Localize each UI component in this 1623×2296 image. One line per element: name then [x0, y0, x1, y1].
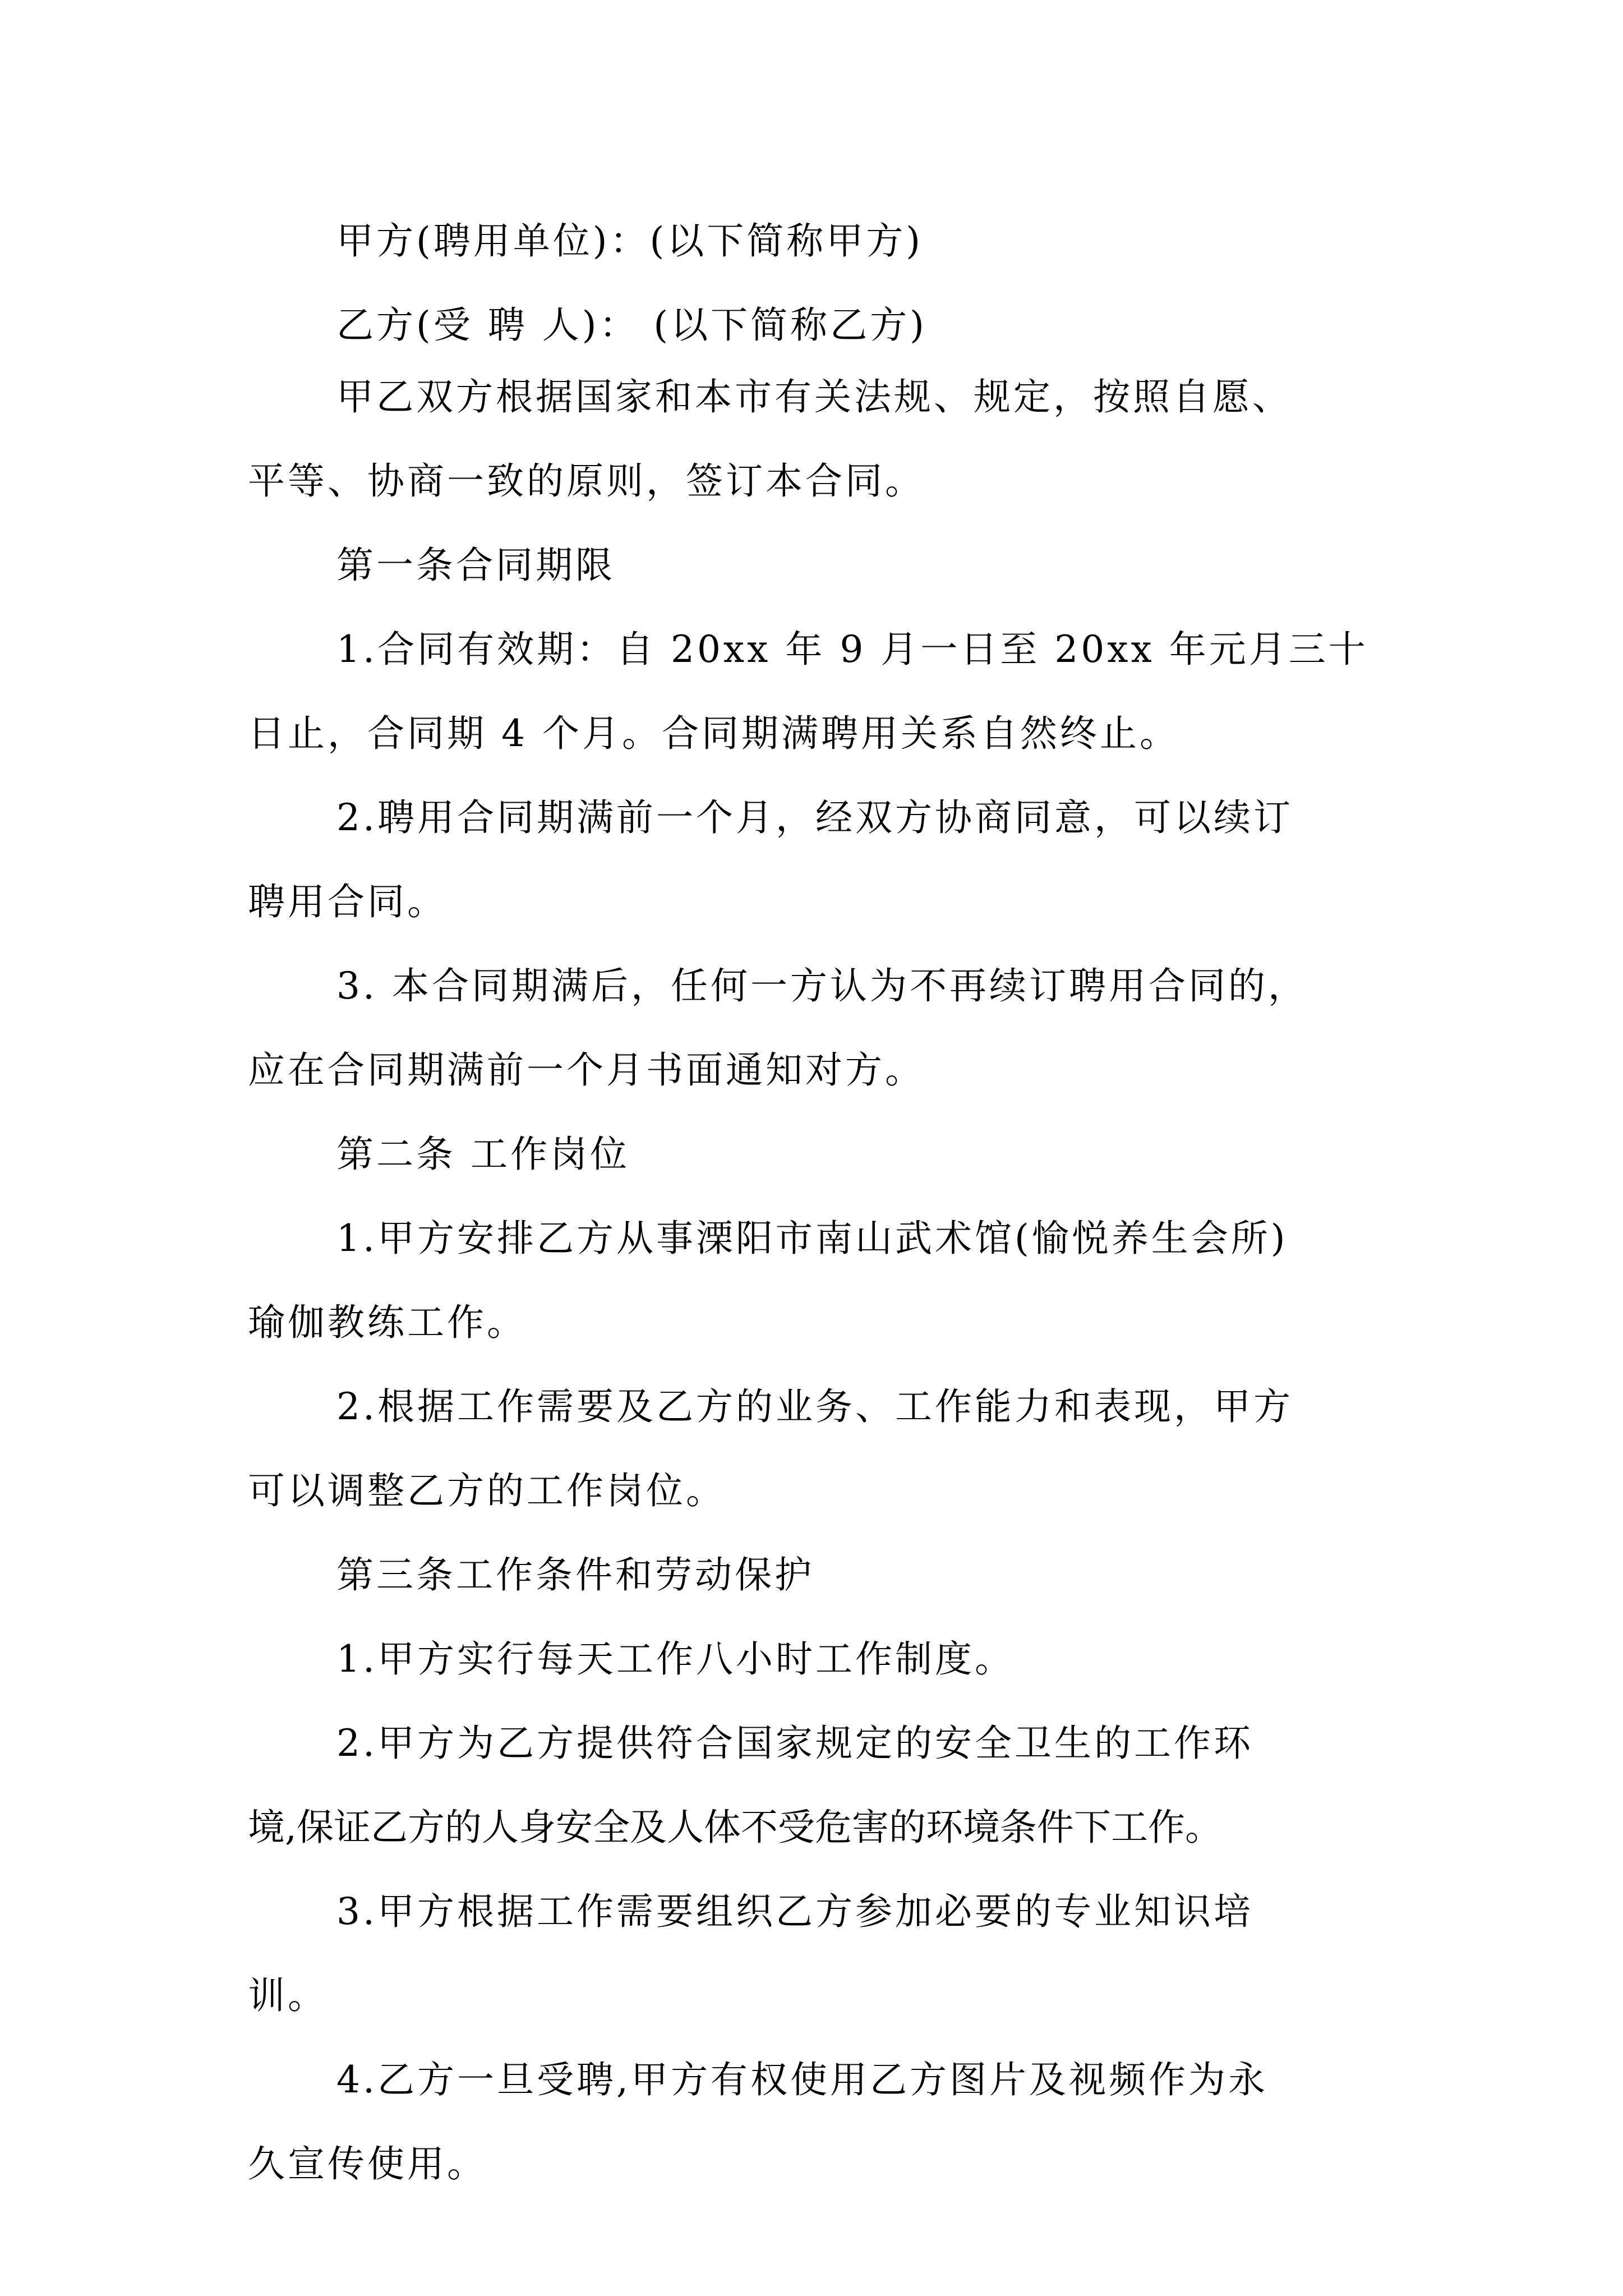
party-b-line: 乙方(受 聘 人)： (以下简称乙方)	[336, 303, 927, 347]
article-3-clause-4-line-2: 久宣传使用。	[248, 2142, 487, 2185]
article-1-clause-2-line-2: 聘用合同。	[248, 880, 447, 923]
article-2-heading: 第二条 工作岗位	[336, 1133, 630, 1176]
article-3-heading: 第三条工作条件和劳动保护	[336, 1553, 814, 1596]
preamble-line-1: 甲乙双方根据国家和本市有关法规、规定，按照自愿、	[336, 375, 1292, 418]
article-3-clause-1: 1.甲方实行每天工作八小时工作制度。	[336, 1637, 1015, 1681]
article-1-clause-1-line-1: 1.合同有效期：自 20xx 年 9 月一日至 20xx 年元月三十	[336, 628, 1368, 671]
article-1-clause-3-line-1: 3. 本合同期满后，任何一方认为不再续订聘用合同的，	[336, 964, 1308, 1007]
party-a-line: 甲方(聘用单位)：(以下简称甲方)	[336, 219, 923, 263]
article-2-clause-1-line-2: 瑜伽教练工作。	[248, 1301, 527, 1344]
article-3-clause-4-line-1: 4.乙方一旦受聘,甲方有权使用乙方图片及视频作为永	[336, 2058, 1268, 2101]
preamble-line-2: 平等、协商一致的原则，签订本合同。	[248, 459, 925, 503]
article-2-clause-1-line-1: 1.甲方安排乙方从事溧阳市南山武术馆(愉悦养生会所)	[336, 1217, 1288, 1260]
article-3-clause-2-line-1: 2.甲方为乙方提供符合国家规定的安全卫生的工作环	[336, 1722, 1253, 1765]
article-3-clause-3-line-2: 训。	[248, 1974, 328, 2017]
article-1-clause-2-line-1: 2.聘用合同期满前一个月，经双方协商同意，可以续订	[336, 796, 1293, 839]
article-1-clause-3-line-2: 应在合同期满前一个月书面通知对方。	[248, 1048, 925, 1092]
article-2-clause-2-line-2: 可以调整乙方的工作岗位。	[248, 1469, 726, 1512]
article-1-heading: 第一条合同期限	[336, 544, 615, 587]
article-3-clause-2-line-2: 境,保证乙方的人身安全及人体不受危害的环境条件下工作。	[248, 1806, 1222, 1849]
article-2-clause-2-line-1: 2.根据工作需要及乙方的业务、工作能力和表现，甲方	[336, 1385, 1293, 1428]
article-3-clause-3-line-1: 3.甲方根据工作需要组织乙方参加必要的专业知识培	[336, 1890, 1253, 1933]
article-1-clause-1-line-2: 日止，合同期 4 个月。合同期满聘用关系自然终止。	[248, 712, 1179, 755]
